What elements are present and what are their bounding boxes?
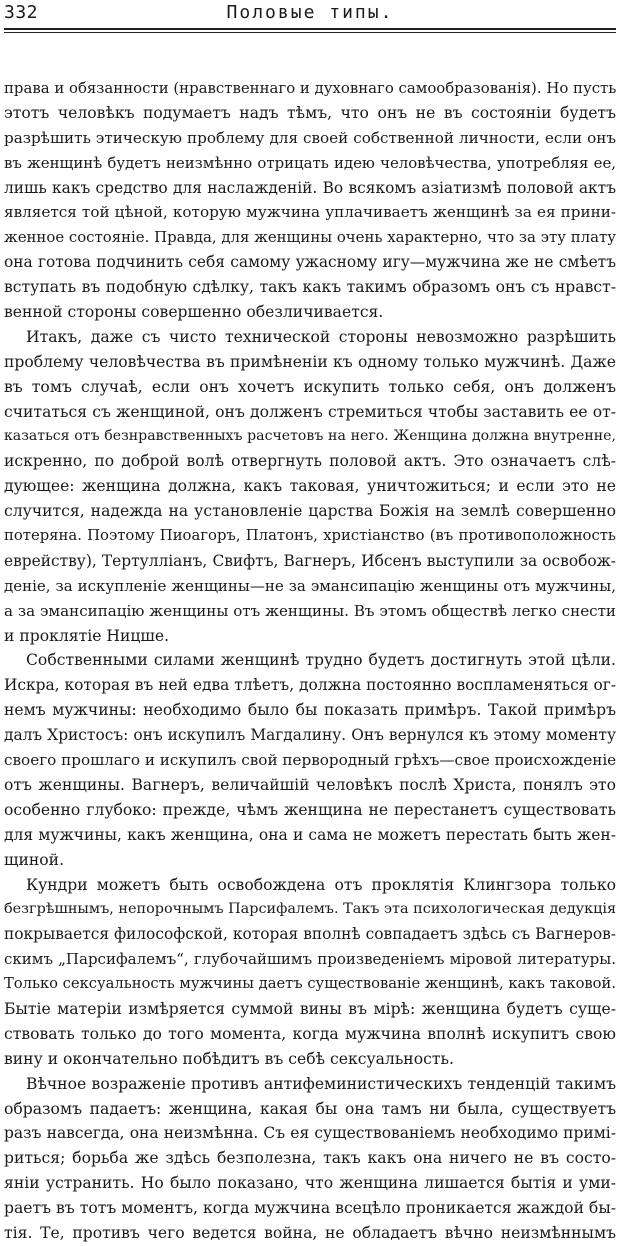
text-line: вину и окончательно побѣдитъ въ себѣ сексуальность. xyxy=(4,1049,454,1068)
text-line: Искра, которая въ ней едва тлѣетъ, должна постоянно воспламеняться ог- xyxy=(4,676,616,695)
text-line: своего прошлаго и искупилъ свой первородный грѣхъ—свое происхожденіе xyxy=(4,751,616,770)
text-line: отъ женщины. Вагнеръ, величайшій человѣкъ послѣ Христа, понялъ это xyxy=(4,775,616,794)
text-line: потеряна. Поэтому Пиоагоръ, Платонъ, христіанство (въ противоположность xyxy=(4,527,616,545)
text-line: а за эмансипацію женщины отъ женщины. Въ этомъ обществѣ легко снести xyxy=(4,601,616,620)
text-line: дующее: женщина должна, какъ таковая, уничтожиться; и если это не xyxy=(4,477,616,496)
running-title: Половые типы. xyxy=(226,2,394,23)
text-line: въ женщинѣ будетъ неизмѣнно отрицать идею человѣчества, употребляя ее, xyxy=(4,153,616,172)
text-line: женное состояніе. Правда, для женщины очень характерно, что за эту плату xyxy=(4,228,616,247)
page-number: 332 xyxy=(4,2,39,23)
text-line: образомъ падаетъ: женщина, какая бы она тамъ ни была, существуетъ xyxy=(4,1099,616,1118)
text-line: яніи устранить. Но было показано, что женщина лишается бытія и уми- xyxy=(4,1174,616,1193)
text-line: для мужчины, какъ женщина, она и сама не можетъ перестать быть жен- xyxy=(4,825,616,844)
text-line: Собственными силами женщинѣ трудно будетъ достигнуть этой цѣли. xyxy=(26,651,616,670)
text-line: права и обязанности (нравственнаго и духовнаго самообразованія). Но пусть xyxy=(4,79,616,97)
text-line: этотъ человѣкъ подумаетъ надъ тѣмъ, что онъ не въ состояніи будетъ xyxy=(4,103,616,122)
body-text xyxy=(4,76,616,1246)
text-line: является той цѣной, которую мужчина уплачиваетъ женщинѣ за ея прини- xyxy=(4,203,616,222)
text-line: раетъ въ тотъ моментъ, когда мужчина всецѣло проникается жаждой бы- xyxy=(4,1199,616,1218)
text-line: ствовать только до того момента, когда мужчина вполнѣ искупитъ свою xyxy=(4,1024,616,1043)
text-line: безгрѣшнымъ, непорочнымъ Парсифалемъ. Такъ эта психологическая дедукція xyxy=(4,901,616,918)
text-line: считаться съ женщиной, онъ долженъ стремиться чтобы заставить ее от- xyxy=(4,402,616,421)
text-line: Кундри можетъ быть освобождена отъ проклятія Клингзора только xyxy=(26,875,616,894)
text-line: особенно глубоко: прежде, чѣмъ женщина не перестанетъ существовать xyxy=(4,800,616,819)
text-line: разрѣшить этическую проблему для своей собственной личности, если онъ xyxy=(4,128,616,147)
header-rule-thin xyxy=(4,32,616,33)
text-line: деніе, за искупленіе женщины—не за эмансипацію женщины отъ мужчины, xyxy=(4,576,616,595)
text-line: Итакъ, даже съ чисто технической стороны невозможно разрѣшить xyxy=(26,327,616,346)
text-line: далъ Христосъ: онъ искупилъ Магдалину. Онъ вернулся къ этому моменту xyxy=(4,726,616,745)
text-line: Только сексуальность мужчины даетъ существованіе женщинѣ, какъ таковой. xyxy=(4,975,616,993)
text-line: разъ навсегда, она неизмѣнна. Съ ея существованіемъ необходимо примі- xyxy=(4,1124,616,1143)
text-line: вступать въ подобную сдѣлку, такъ какъ такимъ образомъ онъ съ нравст- xyxy=(4,278,616,297)
text-line: скимъ „Парсифалемъ“, глубочайшимъ произведеніемъ міровой литературы. xyxy=(4,950,616,969)
header-rule-thick xyxy=(4,28,616,30)
text-line: и проклятіе Ницше. xyxy=(4,626,170,645)
text-line: случится, надежда на установленіе царства Божія на землѣ совершенно xyxy=(4,502,616,521)
text-line: лишь какъ средство для наслажденій. Во всякомъ азіатизмѣ половой актъ xyxy=(4,178,616,197)
text-line: щиной. xyxy=(4,850,65,869)
text-line: Бытіе матеріи измѣряется суммой вины въ мірѣ: женщина будетъ суще- xyxy=(4,999,616,1018)
text-line: тія. Те, противъ чего ведется война, не обладаетъ вѣчно неизмѣннымъ xyxy=(4,1223,616,1242)
text-line: покрывается философской, которая вполнѣ совпадаетъ здѣсь съ Вагнеров- xyxy=(4,925,616,944)
text-line: еврейству), Тертулліанъ, Свифтъ, Вагнеръ, Ибсенъ выступили за освобож- xyxy=(4,551,616,570)
text-line: въ томъ случаѣ, если онъ хочетъ искупить только себя, онъ долженъ xyxy=(4,377,616,396)
text-line: венной стороны совершенно обезличивается. xyxy=(4,303,384,322)
text-line: риться; борьба же здѣсь безполезна, такъ какъ она ничего не въ состо- xyxy=(4,1149,616,1168)
text-line: казаться отъ безнравственныхъ расчетовъ на него. Женщина должна внутренне, xyxy=(4,428,616,445)
text-line: она готова подчинить себя самому ужасному игу—мужчина же не смѣетъ xyxy=(4,253,616,272)
text-line: искренно, по доброй волѣ отвергнуть половой актъ. Это означаетъ слѣ- xyxy=(4,452,616,471)
text-line: Вѣчное возраженіе противъ антифеминистическихъ тенденцій такимъ xyxy=(26,1074,616,1093)
page-header xyxy=(4,0,616,30)
text-line: немъ мужчины: необходимо было бы показать примѣръ. Такой примѣръ xyxy=(4,701,616,720)
text-line: проблему человѣчества въ примѣненіи къ одному только мужчинѣ. Даже xyxy=(4,352,616,371)
